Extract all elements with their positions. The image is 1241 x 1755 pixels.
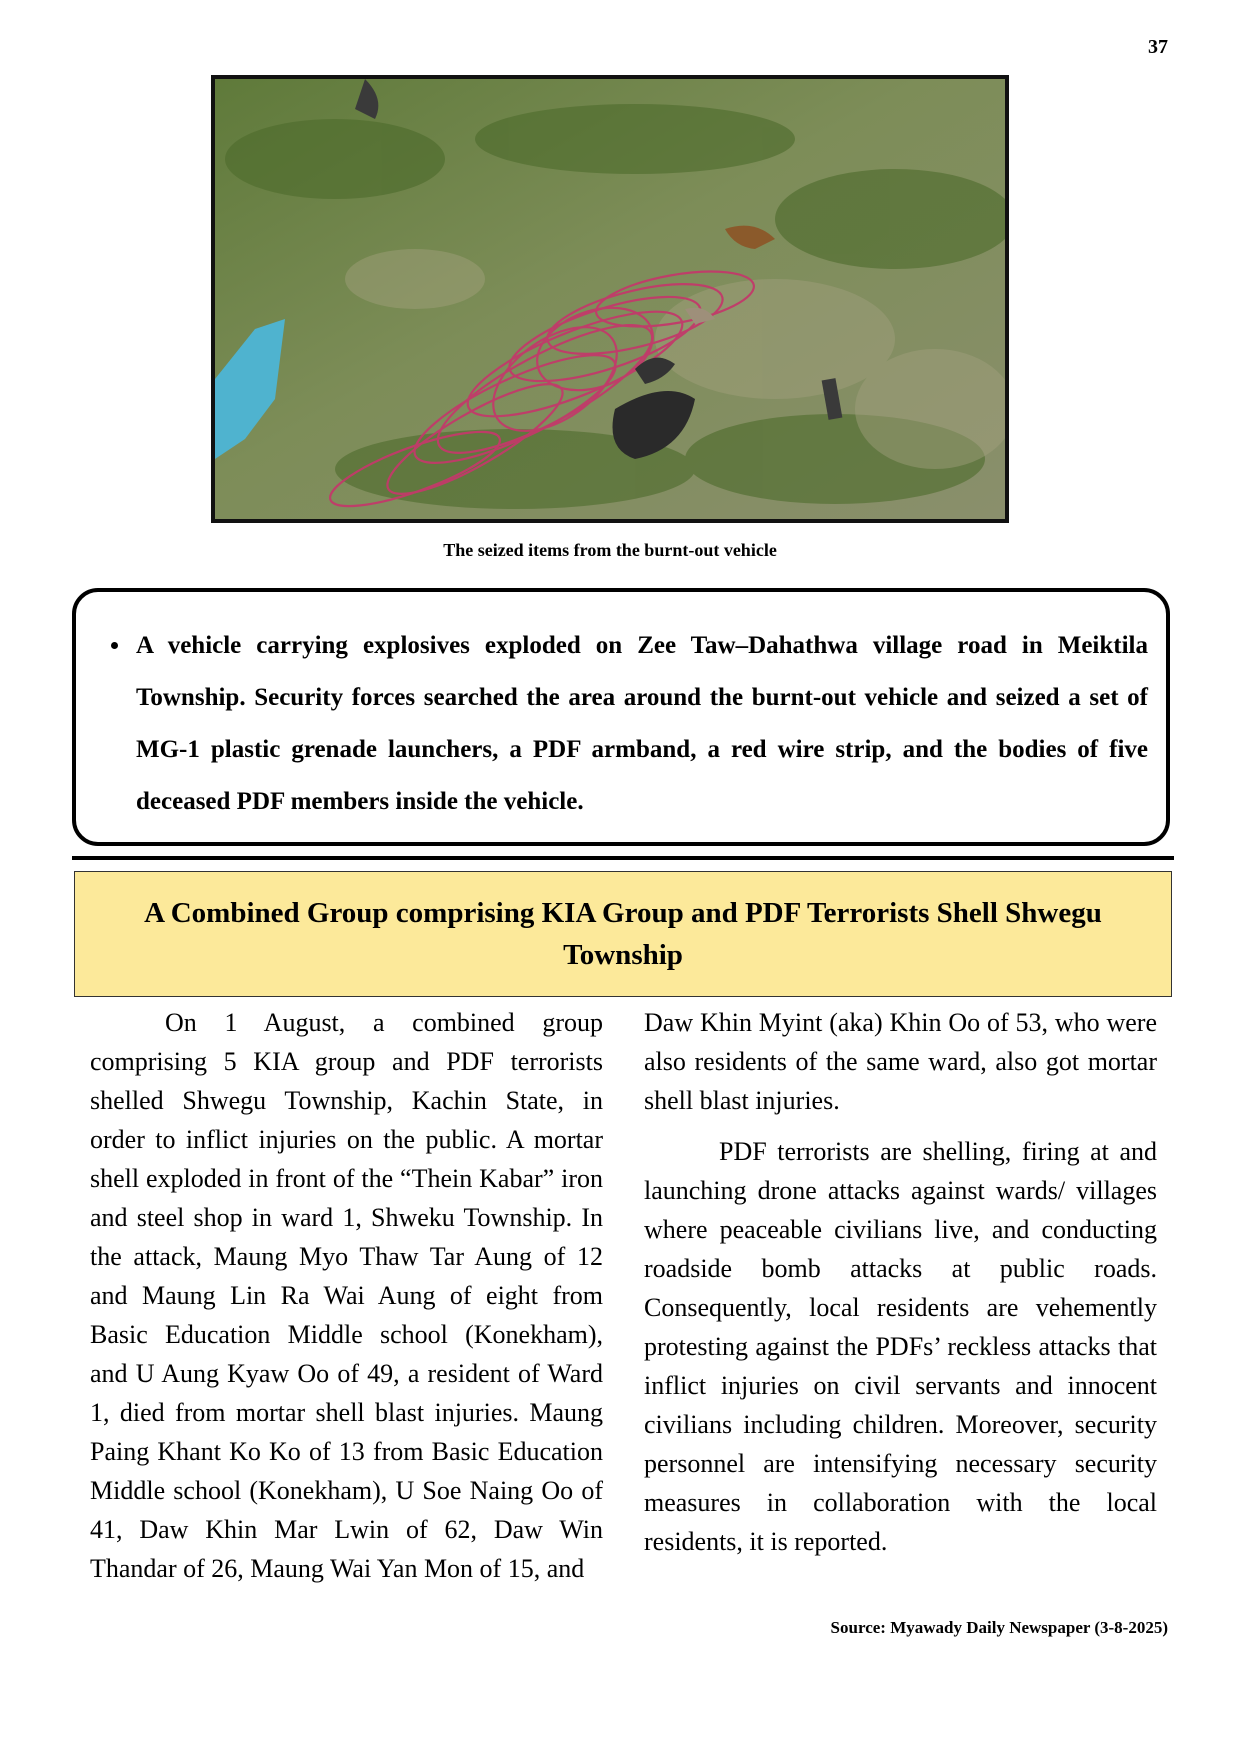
- photo-of-red-wire-and-debris-on-grass-icon: [215, 79, 1005, 519]
- article-column-right: [644, 1003, 1157, 1561]
- notice-bullet: • A vehicle carrying explosives exploded on Zee Taw–Dahathwa village road in Meiktila Township. Security forces searched the area around the burnt-out vehicle and seized a set of MG-1 plastic grenade launchers, a PDF armband, a red wire strip, and the bodies of five deceased PDF members inside the vehicle.: [132, 620, 1148, 828]
- section-divider: [72, 856, 1174, 860]
- source-credit: Source: Myawady Daily Newspaper (3-8-2025): [830, 1618, 1168, 1637]
- headline-banner: [74, 871, 1172, 997]
- article-column-left: [90, 1003, 603, 1588]
- article-paragraph: PDF terrorists are shelling, firing at and launching drone attacks against wards/ villages where peaceable civilians live, and conducting roadside bomb attacks at public roads. Consequently, local residents are vehemently protesting against the PDFs’ reckless attacks that inflict injuries on civil servants and innocent civilians including children. Moreover, security personnel are intensifying necessary security measures in collaboration with the local residents, it is reported.: [644, 1137, 1157, 1556]
- notice-box: [72, 588, 1170, 846]
- article-headline: A Combined Group comprising KIA Group and PDF Terrorists Shell Shwegu Township: [144, 897, 1102, 971]
- page-number: 37: [1148, 36, 1168, 58]
- notice-list: [76, 592, 1166, 828]
- news-photo: [211, 75, 1009, 523]
- article-paragraph: On 1 August, a combined group comprising 5 KIA group and PDF terrorists shelled Shwegu Township, Kachin State, in order to inflict injuries on the public. A mortar shell exploded in front of the “Thein Kabar” iron and steel shop in ward 1, Shweku Township. In the attack, Maung Myo Thaw Tar Aung of 12 and Maung Lin Ra Wai Aung of eight from Basic Education Middle school (Konekham), and U Aung Kyaw Oo of 49, a resident of Ward 1, died from mortar shell blast injuries. Maung Paing Khant Ko Ko of 13 from Basic Education Middle school (Konekham), U Soe Naing Oo of 41, Daw Khin Mar Lwin of 62, Daw Win Thandar of 26, Maung Wai Yan Mon of 15, and: [90, 1008, 603, 1583]
- article-paragraph: Daw Khin Myint (aka) Khin Oo of 53, who were also residents of the same ward, also got mortar shell blast injuries.: [644, 1008, 1157, 1115]
- photo-caption: The seized items from the burnt-out vehicle: [443, 540, 777, 560]
